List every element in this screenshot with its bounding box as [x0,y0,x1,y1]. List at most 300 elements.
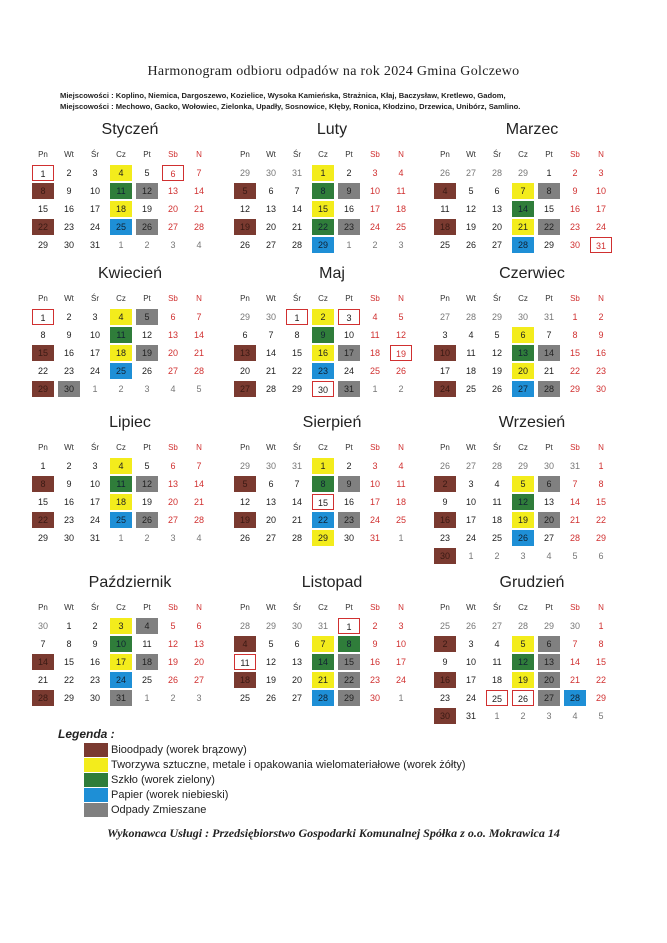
day-cell: 10 [369,479,380,489]
day-cell: 1 [92,384,98,394]
legend [84,742,466,817]
day-cell: 13 [265,497,276,507]
weekday-header: Sb [570,294,580,303]
day-cell: 8 [40,330,46,340]
month-grid [432,290,632,398]
day-cell: 6 [162,165,184,181]
day-cell: 12 [465,204,476,214]
day-cell: 30 [265,312,276,322]
day-cell: 4 [468,330,474,340]
day-cell: 11 [440,204,450,214]
locations-line-2: Miejscowości : Mechowo, Gacko, Wołowiec, Zielonka, Upadły, Sosnowice, Kłęby, Ronica, Kłodzino, Drzewica, Unibórz, Samlino. [60,102,521,111]
weekday-header: Sb [168,443,178,452]
day-cell: 18 [110,345,132,361]
day-cell: 19 [265,675,276,685]
weekday-header: Śr [293,443,301,452]
day-cell: 26 [439,461,450,471]
day-cell: 22 [569,366,580,376]
day-cell: 22 [63,675,74,685]
day-cell: 6 [268,186,274,196]
day-cell: 9 [572,186,578,196]
day-cell: 26 [136,219,158,235]
day-cell: 18 [491,675,502,685]
day-cell: 5 [512,476,534,492]
day-cell: 26 [239,533,250,543]
weekday-header: Sb [370,294,380,303]
day-cell: 11 [110,327,132,343]
weekday-header: Pn [240,603,250,612]
day-cell: 28 [193,366,204,376]
footer-contractor: Wykonawca Usługi : Przedsiębiorstwo Gospodarki Komunalnej Spółka z o.o. Mokrawica 14 [107,826,560,840]
month-name: Luty [316,121,348,138]
day-cell: 5 [598,711,604,721]
day-cell: 11 [142,639,152,649]
weekday-header: N [598,294,604,303]
day-cell: 30 [265,461,276,471]
legend-label: Bioodpady (worek brązowy) [111,743,247,756]
day-cell: 29 [338,690,360,706]
day-cell: 20 [265,515,276,525]
day-cell: 3 [468,639,474,649]
day-cell: 23 [63,366,74,376]
legend-swatch-blue [84,788,108,802]
day-cell: 30 [569,240,580,250]
day-cell: 2 [312,309,334,325]
day-cell: 22 [595,515,606,525]
month-grid [30,439,230,547]
day-cell: 27 [167,222,178,232]
weekday-header: Pt [143,150,151,159]
weekday-header: Sb [370,603,380,612]
day-cell: 2 [170,693,176,703]
day-cell: 31 [569,461,580,471]
day-cell: 27 [265,240,276,250]
day-cell: 11 [396,479,406,489]
day-cell: 7 [196,461,202,471]
month-3 [432,120,632,254]
day-cell: 1 [118,533,124,543]
month-name: Grudzień [499,574,565,591]
day-cell: 8 [32,476,54,492]
day-cell: 13 [234,345,256,361]
day-cell: 8 [66,639,72,649]
weekday-header: Pt [345,150,353,159]
day-cell: 17 [465,515,476,525]
day-cell: 4 [572,711,578,721]
day-cell: 14 [193,186,204,196]
day-cell: 19 [512,512,534,528]
legend-label: Szkło (worek zielony) [111,773,215,786]
day-cell: 20 [239,366,250,376]
day-cell: 26 [141,366,152,376]
day-cell: 5 [144,461,150,471]
day-cell: 2 [92,621,98,631]
day-cell: 21 [543,366,554,376]
month-4 [30,264,230,398]
day-cell: 7 [572,479,578,489]
day-cell: 14 [569,657,580,667]
day-cell: 15 [312,494,334,510]
weekday-header: Pn [240,150,250,159]
day-cell: 4 [110,165,132,181]
day-cell: 3 [520,551,526,561]
day-cell: 3 [170,533,176,543]
day-cell: 31 [110,690,132,706]
day-cell: 30 [369,693,380,703]
weekday-header: Śr [493,294,501,303]
day-cell: 5 [468,186,474,196]
day-cell: 27 [265,533,276,543]
day-cell: 23 [338,512,360,528]
day-cell: 16 [63,204,74,214]
day-cell: 13 [167,479,178,489]
day-cell: 12 [395,330,406,340]
day-cell: 7 [40,639,46,649]
legend-swatch-green [84,773,108,787]
day-cell: 5 [268,639,274,649]
month-9 [432,413,632,565]
day-cell: 12 [136,476,158,492]
day-cell: 22 [595,675,606,685]
day-cell: 1 [338,618,360,634]
legend-swatch-brown [84,743,108,757]
month-grid [232,290,432,398]
day-cell: 29 [595,693,606,703]
day-cell: 3 [372,461,378,471]
day-cell: 28 [265,384,276,394]
day-cell: 26 [465,621,476,631]
day-cell: 5 [196,384,202,394]
weekday-header: Pt [143,603,151,612]
day-cell: 17 [369,204,380,214]
day-cell: 29 [37,240,48,250]
day-cell: 28 [32,690,54,706]
day-cell: 20 [291,675,302,685]
day-cell: 8 [572,330,578,340]
day-cell: 3 [144,384,150,394]
weekday-header: Śr [91,603,99,612]
month-8 [232,413,432,547]
day-cell: 2 [494,551,500,561]
day-cell: 1 [598,621,604,631]
day-cell: 26 [167,675,178,685]
day-cell: 19 [390,345,412,361]
month-name: Maj [319,265,345,282]
day-cell: 10 [395,639,406,649]
day-cell: 5 [136,309,158,325]
day-cell: 1 [286,309,308,325]
day-cell: 17 [89,204,100,214]
day-cell: 24 [343,366,354,376]
day-cell: 8 [598,639,604,649]
day-cell: 29 [517,461,528,471]
day-cell: 30 [265,168,276,178]
day-cell: 2 [598,312,604,322]
day-cell: 18 [136,654,158,670]
day-cell: 4 [136,618,158,634]
day-cell: 24 [89,515,100,525]
day-cell: 27 [465,461,476,471]
day-cell: 30 [434,548,456,564]
day-cell: 21 [193,204,204,214]
day-cell: 30 [89,693,100,703]
legend-item-mixed [84,802,466,817]
day-cell: 17 [110,654,132,670]
day-cell: 9 [598,330,604,340]
day-cell: 20 [538,512,560,528]
day-cell: 29 [291,384,302,394]
day-cell: 2 [520,711,526,721]
day-cell: 26 [512,690,534,706]
day-cell: 10 [110,636,132,652]
weekday-header: Cz [518,150,528,159]
day-cell: 28 [239,621,250,631]
day-cell: 8 [312,183,334,199]
day-cell: 16 [343,204,354,214]
day-cell: 28 [312,690,334,706]
day-cell: 21 [265,366,276,376]
day-cell: 28 [465,312,476,322]
month-5 [232,264,432,398]
day-cell: 7 [268,330,274,340]
day-cell: 8 [538,183,560,199]
day-cell: 25 [239,693,250,703]
day-cell: 9 [442,497,448,507]
legend-swatch-yellow [84,758,108,772]
day-cell: 23 [63,515,74,525]
day-cell: 24 [369,515,380,525]
weekday-header: Pn [38,294,48,303]
weekday-header: Cz [518,294,528,303]
weekday-header: Cz [518,603,528,612]
weekday-header: Pt [545,443,553,452]
day-cell: 24 [369,222,380,232]
day-cell: 31 [89,533,100,543]
day-cell: 12 [265,657,276,667]
day-cell: 29 [595,533,606,543]
day-cell: 12 [512,494,534,510]
day-cell: 23 [369,675,380,685]
day-cell: 20 [491,222,502,232]
day-cell: 18 [434,219,456,235]
month-2 [232,120,432,254]
day-cell: 24 [89,222,100,232]
day-cell: 10 [465,657,476,667]
day-cell: 5 [170,621,176,631]
weekday-header: Cz [318,150,328,159]
weekday-header: Cz [318,294,328,303]
day-cell: 1 [144,693,150,703]
weekday-header: Wt [466,150,476,159]
day-cell: 1 [598,461,604,471]
weekday-header: Wt [64,294,74,303]
day-cell: 15 [37,204,48,214]
day-cell: 3 [468,479,474,489]
day-cell: 2 [66,168,72,178]
day-cell: 15 [543,204,554,214]
day-cell: 12 [141,330,152,340]
day-cell: 3 [92,168,98,178]
weekday-header: Śr [91,150,99,159]
month-1 [30,120,230,254]
day-cell: 4 [234,636,256,652]
month-name: Marzec [505,121,559,138]
day-cell: 30 [517,312,528,322]
day-cell: 3 [92,461,98,471]
day-cell: 16 [343,497,354,507]
day-cell: 5 [494,330,500,340]
weekday-header: Sb [168,294,178,303]
day-cell: 10 [465,497,476,507]
day-cell: 12 [239,497,250,507]
day-cell: 4 [494,479,500,489]
weekday-header: Sb [570,443,580,452]
day-cell: 24 [595,222,606,232]
day-cell: 4 [110,309,132,325]
day-cell: 20 [167,497,178,507]
month-grid [432,439,632,565]
day-cell: 8 [294,330,300,340]
weekday-header: N [398,294,404,303]
day-cell: 13 [538,654,560,670]
day-cell: 22 [32,219,54,235]
weekday-header: Śr [493,443,501,452]
day-cell: 12 [239,204,250,214]
weekday-header: Pt [545,603,553,612]
weekday-header: Cz [518,443,528,452]
day-cell: 18 [234,672,256,688]
day-cell: 21 [193,348,204,358]
weekday-header: Wt [266,150,276,159]
day-cell: 13 [291,657,302,667]
day-cell: 28 [193,222,204,232]
day-cell: 10 [343,330,354,340]
day-cell: 4 [110,458,132,474]
day-cell: 27 [543,533,554,543]
weekday-header: N [598,603,604,612]
legend-item-plastic [84,757,466,772]
day-cell: 30 [569,621,580,631]
day-cell: 11 [492,657,502,667]
day-cell: 5 [234,183,256,199]
day-cell: 16 [369,657,380,667]
day-cell: 15 [338,654,360,670]
day-cell: 21 [569,675,580,685]
day-cell: 19 [465,222,476,232]
locations-line-1: Miejscowości : Koplino, Niemica, Dargoszewo, Kozielice, Wysoka Kamieńska, Strażnica, Kłaj, Baczysław, Kretlewo, Gadom, [60,91,506,100]
weekday-header: Wt [466,294,476,303]
weekday-header: Sb [570,603,580,612]
day-cell: 5 [572,551,578,561]
day-cell: 13 [265,204,276,214]
day-cell: 16 [434,512,456,528]
legend-item-bio [84,742,466,757]
day-cell: 2 [572,168,578,178]
day-cell: 25 [439,240,450,250]
month-name: Październik [88,574,172,591]
day-cell: 19 [234,512,256,528]
day-cell: 20 [193,657,204,667]
weekday-header: N [196,443,202,452]
day-cell: 6 [196,621,202,631]
day-cell: 14 [291,497,302,507]
day-cell: 21 [37,675,48,685]
day-cell: 15 [595,497,606,507]
day-cell: 8 [312,476,334,492]
day-cell: 1 [398,693,404,703]
day-cell: 29 [569,384,580,394]
day-cell: 30 [312,381,334,397]
day-cell: 29 [517,168,528,178]
day-cell: 3 [92,312,98,322]
day-cell: 26 [512,530,534,546]
day-cell: 14 [193,479,204,489]
day-cell: 13 [543,497,554,507]
weekday-header: Pt [345,603,353,612]
day-cell: 4 [434,183,456,199]
weekday-header: Pt [545,294,553,303]
day-cell: 1 [66,621,72,631]
day-cell: 1 [118,240,124,250]
day-cell: 30 [63,240,74,250]
day-cell: 19 [167,657,178,667]
day-cell: 28 [291,533,302,543]
day-cell: 3 [398,621,404,631]
day-cell: 26 [265,693,276,703]
weekday-header: Pn [440,294,450,303]
weekday-header: Cz [116,150,126,159]
day-cell: 27 [234,381,256,397]
day-cell: 25 [491,533,502,543]
day-cell: 2 [434,636,456,652]
day-cell: 28 [517,621,528,631]
legend-label: Tworzywa sztuczne, metale i opakowania wielomateriałowe (worek żółty) [111,758,466,771]
day-cell: 19 [491,366,502,376]
weekday-header: Cz [116,294,126,303]
day-cell: 30 [58,381,80,397]
month-grid [432,599,632,725]
day-cell: 4 [196,240,202,250]
day-cell: 7 [294,186,300,196]
day-cell: 27 [491,621,502,631]
day-cell: 27 [167,366,178,376]
day-cell: 23 [63,222,74,232]
day-cell: 4 [398,461,404,471]
month-grid [30,599,230,707]
day-cell: 18 [395,204,406,214]
month-grid [232,599,432,707]
day-cell: 25 [486,690,508,706]
month-6 [432,264,632,398]
day-cell: 1 [572,312,578,322]
day-cell: 5 [512,636,534,652]
weekday-header: Śr [293,150,301,159]
day-cell: 14 [32,654,54,670]
day-cell: 17 [369,497,380,507]
weekday-header: N [598,443,604,452]
day-cell: 28 [491,168,502,178]
day-cell: 2 [434,476,456,492]
month-grid [232,439,432,547]
weekday-header: Pt [143,443,151,452]
day-cell: 2 [144,533,150,543]
day-cell: 29 [239,168,250,178]
day-cell: 28 [569,533,580,543]
legend-item-glass [84,772,466,787]
day-cell: 26 [491,384,502,394]
day-cell: 2 [372,240,378,250]
day-cell: 2 [372,621,378,631]
